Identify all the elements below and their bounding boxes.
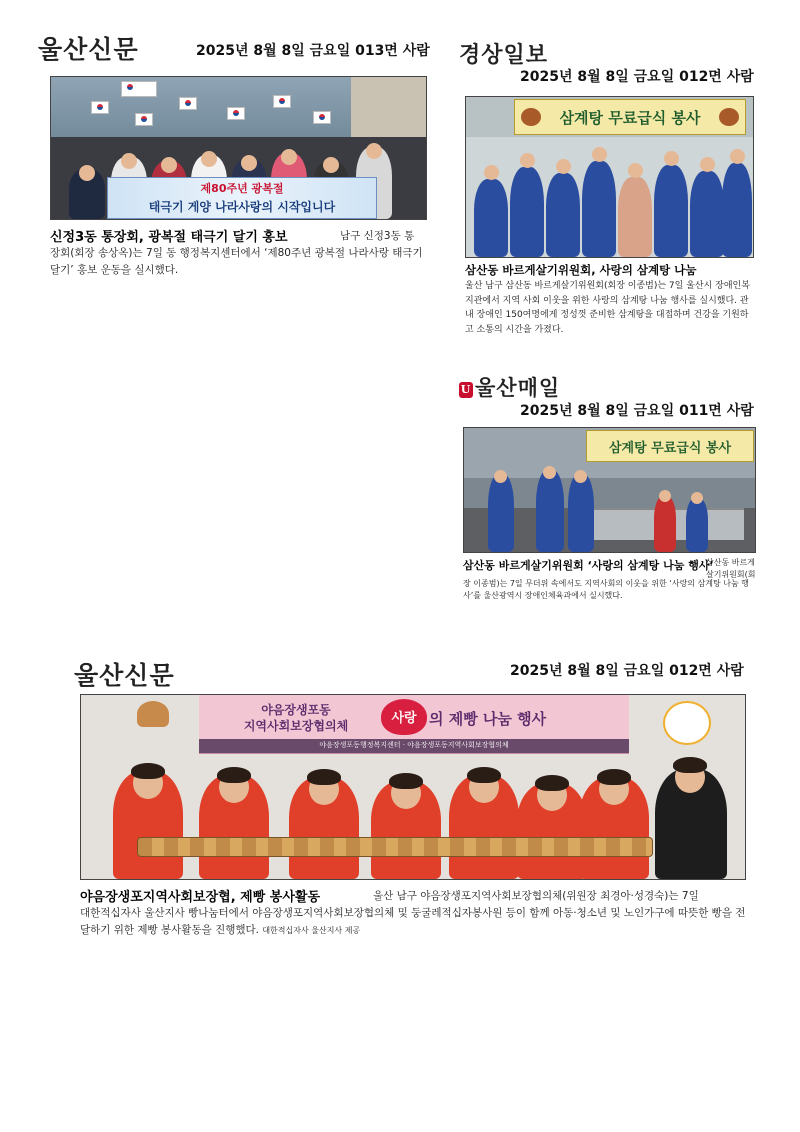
- dateline: 2025년 8월 8일 금요일 013면 사람: [196, 43, 430, 59]
- photo-samgyetang-serving: [463, 427, 756, 553]
- photo-bread-sharing: [80, 694, 746, 880]
- article-body: 장회(회장 송상옥)는 7일 동 행정복지센터에서 ‘제80주년 광복절 나라사랑 태극기 달기’ 홍보 운동을 실시했다.: [50, 247, 423, 276]
- banner-left: 야음장생포동: [261, 703, 331, 717]
- dateline: 2025년 8월 8일 금요일 011면 사람: [520, 403, 754, 419]
- campaign-banner: [107, 177, 377, 219]
- banner-right: 의 제빵 나눔 행사: [429, 710, 547, 728]
- article-lead: 삼산동 바르게살기위원회(회: [706, 558, 756, 579]
- banner-text: 삼계탕 무료급식 봉사: [608, 441, 732, 456]
- mascot-icon: [663, 701, 711, 745]
- masthead-ulsan-sinmun: 울산신문: [38, 35, 139, 64]
- headline: 신정3동 통장회, 광복절 태극기 달기 홍보: [50, 230, 288, 245]
- masthead-ulsan-sinmun: 울산신문: [74, 661, 175, 690]
- dateline: 2025년 8월 8일 금요일 012면 사람: [520, 69, 754, 85]
- banner-line2: 태극기 게양 나라사랑의 시작입니다: [148, 200, 336, 214]
- article-lead: 남구 신정3동 통: [340, 230, 415, 242]
- article-lead: 울산 남구 야음장생포지역사회보장협의체(위원장 최경아·성경숙)는 7일: [373, 890, 699, 902]
- article-body: 장 이종범)는 7일 무더위 속에서도 지역사회의 이웃을 위한 ‘사랑의 삼계탕 나눔 행사’를 울산광역시 장애인체육과에서 실시했다.: [463, 579, 750, 600]
- bread-sharing-banner: [199, 695, 629, 754]
- masthead-gyeongsang-ilbo: 경상일보: [459, 42, 549, 68]
- masthead-text: 울산매일: [475, 375, 561, 400]
- article-body: [80, 905, 750, 939]
- banner-heart: 사랑: [391, 711, 417, 726]
- banner-line1: 제80주년 광복절: [200, 182, 284, 195]
- headline: 삼산동 바르게살기위원회 ‘사랑의 삼계탕 나눔 행사’: [463, 559, 714, 572]
- article-body: 울산 남구 삼산동 바르게살기위원회(회장 이종범)는 7일 울산시 장애인복지관에서 지역 사회 이웃을 위한 사랑의 삼계탕 나눔 행사를 실시했다. 관내 장애인 150여명에게 정성껏 준비한 삼계탕을 대접하며 건강을 기원하고 소통의 시간을 가졌다.: [465, 281, 750, 335]
- banner-subtitle: 야음장생포동행정복지센터 · 야음장생포동지역사회보장협의체: [319, 741, 509, 749]
- photo-flag-campaign: [50, 76, 427, 220]
- cupcake-icon: [137, 701, 169, 727]
- photo-samgyetang-volunteers: [465, 96, 754, 258]
- bread-trays: [137, 837, 653, 857]
- article-body-text: 대한적십자사 울산지사 빵나눔터에서 야음장생포지역사회보장협의체 및 둥굴레적십자봉사원 등이 함께 아동·청소년 및 노인가구에 따뜻한 빵을 전달하기 위한 제빵 봉사활동을 진행했다.: [80, 907, 746, 936]
- photo-credit: 대한적십자사 울산지사 제공: [262, 926, 361, 935]
- ulsan-maeil-logo-icon: U: [460, 382, 472, 396]
- banner-left2: 지역사회보장협의체: [243, 719, 349, 733]
- banner-text: 삼계탕 무료급식 봉사: [559, 109, 701, 127]
- dateline: 2025년 8월 8일 금요일 012면 사람: [510, 663, 744, 679]
- samgyetang-banner: [514, 99, 746, 135]
- headline: 삼산동 바르게살기위원회, 사랑의 삼계탕 나눔: [465, 263, 697, 277]
- samgyetang-banner: [586, 430, 754, 462]
- masthead-ulsan-maeil: [459, 372, 560, 402]
- headline: 야음장생포지역사회보장협, 제빵 봉사활동: [80, 890, 321, 905]
